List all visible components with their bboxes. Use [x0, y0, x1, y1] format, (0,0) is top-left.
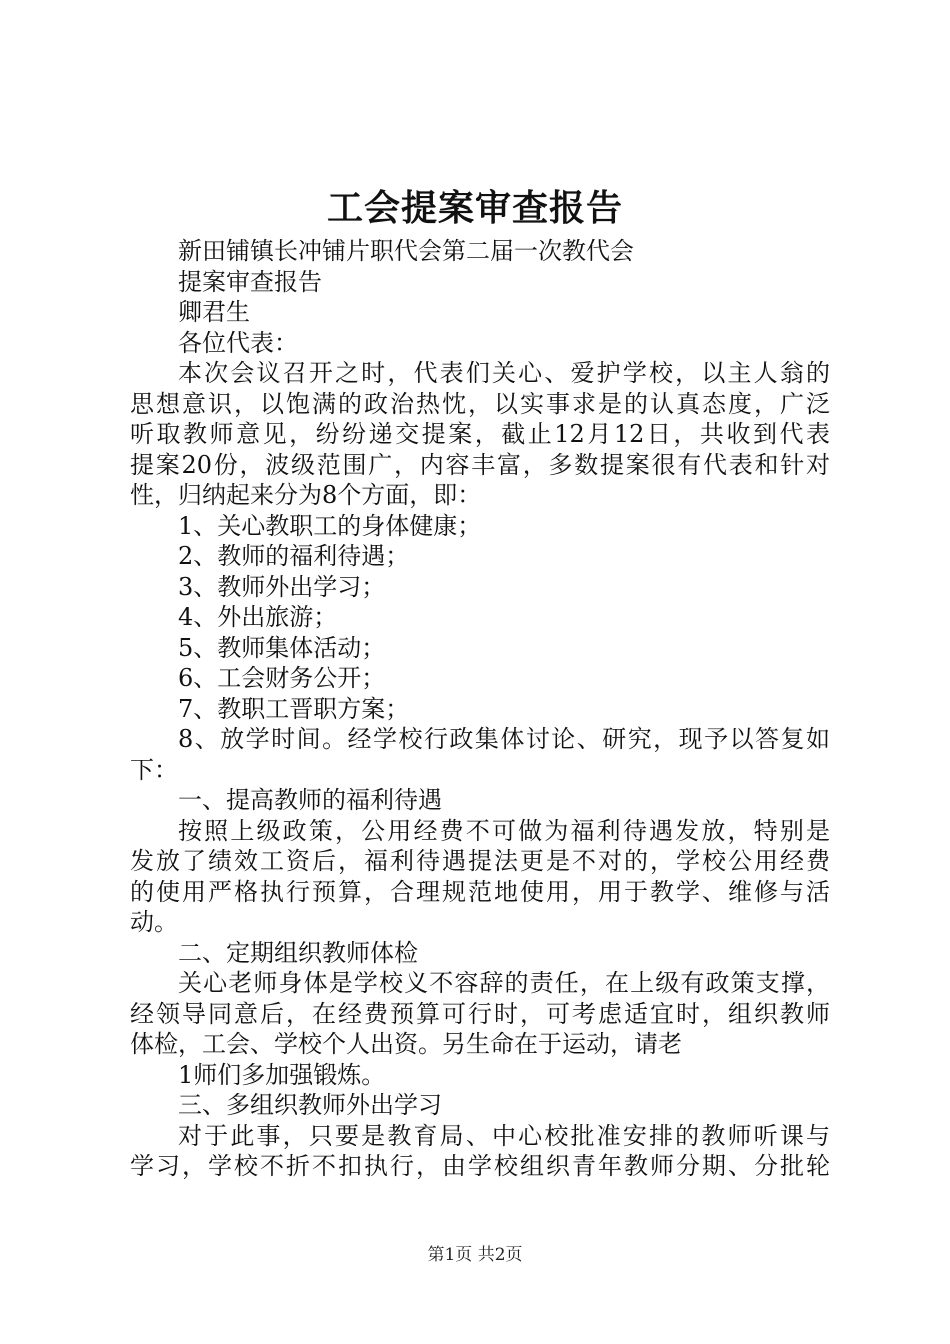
text-line: 一、提高教师的福利待遇: [178, 786, 442, 814]
text-line: 关心老师身体是学校义不容辞的责任，在上级有政策支撑，: [178, 969, 830, 997]
text-line: 1、关心教职工的身体健康；: [178, 511, 482, 540]
text-line: 提案审查报告: [178, 267, 322, 296]
text-line: 新田铺镇长冲铺片职代会第二届一次教代会: [178, 237, 634, 265]
text-line: 5、教师集体活动；: [178, 633, 386, 662]
text-line: 发放了绩效工资后，福利待遇提法更是不对的，学校公用经费: [130, 847, 830, 875]
text-line: 的使用严格执行预算，合理规范地使用，用于教学、维修与活: [130, 877, 830, 906]
text-line: 学习，学校不折不扣执行，由学校组织青年教师分期、分批轮: [130, 1152, 830, 1180]
text-line: 听取教师意见，纷纷递交提案，截止12月12日，共收到代表: [130, 420, 830, 448]
text-line: 按照上级政策，公用经费不可做为福利待遇发放，特别是: [178, 816, 830, 845]
text-line: 3、教师外出学习；: [178, 572, 386, 601]
text-line: 1师们多加强锻炼。: [178, 1060, 386, 1089]
text-line: 卿君生: [178, 298, 250, 326]
text-line: 三、多组织教师外出学习: [178, 1091, 442, 1119]
text-line: 二、定期组织教师体检: [178, 938, 418, 967]
text-line: 7、教职工晋职方案；: [178, 694, 410, 723]
text-line: 思想意识，以饱满的政治热忱，以实事求是的认真态度，广泛: [130, 389, 830, 418]
text-line: 动。: [130, 908, 178, 936]
text-line: 经领导同意后，在经费预算可行时，可考虑适宜时，组织教师: [130, 999, 830, 1028]
text-line: 4、外出旅游；: [178, 603, 338, 631]
text-line: 下：: [130, 755, 178, 784]
text-line: 体检，工会、学校个人出资。另生命在于运动，请老: [130, 1030, 682, 1058]
text-line: 对于此事，只要是教育局、中心校批准安排的教师听课与: [178, 1121, 830, 1150]
text-line: 6、工会财务公开；: [178, 664, 386, 692]
text-line: 本次会议召开之时，代表们关心、爱护学校，以主人翁的: [178, 359, 830, 387]
text-line: 各位代表：: [178, 328, 298, 357]
text-line: 2、教师的福利待遇；: [178, 542, 410, 570]
text-line: 提案20份，波级范围广，内容丰富，多数提案很有代表和针对: [130, 450, 830, 479]
text-line: 8、放学时间。经学校行政集体讨论、研究，现予以答复如: [178, 725, 830, 753]
document-body: [130, 236, 830, 1182]
document-title: 工会提案审查报告: [326, 187, 623, 229]
page-footer: 第1页 共2页: [427, 1245, 523, 1265]
text-line: 性，归纳起来分为8个方面，即：: [130, 481, 482, 509]
